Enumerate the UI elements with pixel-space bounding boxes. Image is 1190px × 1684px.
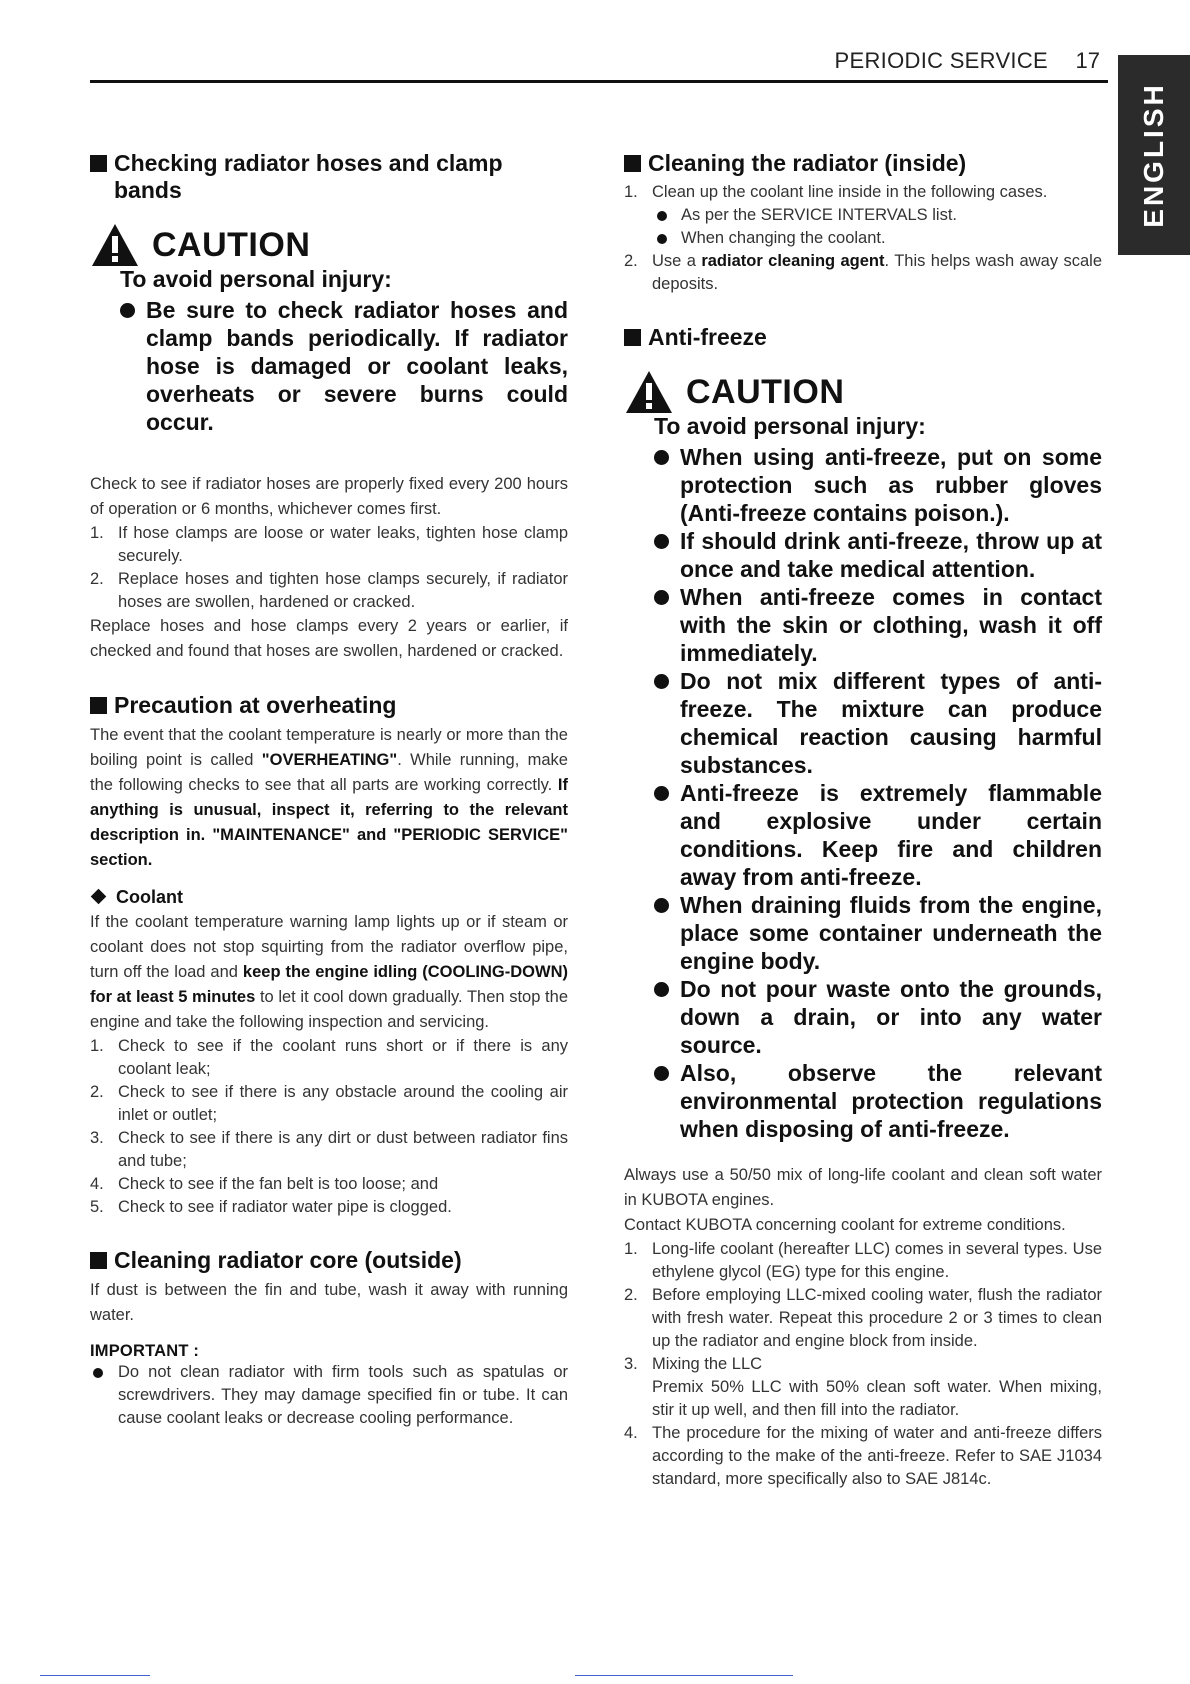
coolant-heading: Coolant: [90, 887, 568, 908]
inside-steps-2: [624, 250, 1102, 296]
bullet-icon: [654, 590, 669, 605]
list-item: 1. Clean up the coolant line inside in the following cases.: [624, 183, 1048, 201]
page-number: 17: [1075, 48, 1100, 73]
list-item: 1. Long-life coolant (hereafter LLC) comes in several types. Use ethylene glycol (EG) type for this engine.: [624, 1240, 1102, 1281]
overheating-paragraph: The event that the coolant temperature is nearly or more than the boiling point is called "OVERHEATING". While running, make the following checks to see that all parts are working correctly. If anything is unusual, inspect it, referring to the relevant description in. "MAINTENANCE" and "PERIODIC SERVICE" section.: [90, 726, 568, 869]
caution-item: When using anti-freeze, put on some protection such as rubber gloves (Anti-freeze contains poison.).: [624, 443, 1102, 527]
bullet-icon: [654, 1066, 669, 1081]
bullet-icon: [654, 898, 669, 913]
llc-mix-detail: Premix 50% LLC with 50% clean soft water. When mixing, stir it up well, and then fill into the radiator.: [652, 1378, 1102, 1419]
section-square-icon: [90, 697, 107, 714]
section-square-icon: [90, 155, 107, 172]
caution-item: If should drink anti-freeze, throw up at once and take medical attention.: [624, 527, 1102, 583]
diamond-icon: [91, 889, 107, 905]
section-title-core: Cleaning radiator core (outside): [90, 1247, 568, 1274]
caution-item: Be sure to check radiator hoses and clamp bands periodically. If radiator hose is damaged or coolant leaks, overheats or severe burns could occur.: [90, 296, 568, 436]
right-column: [624, 150, 1102, 1491]
coolant-paragraph: If the coolant temperature warning lamp lights up or if steam or coolant does not stop squirting from the radiator overflow pipe, turn off the load and keep the engine idling (COOLING-DOWN) for at least 5 minutes to let it cool down gradually. Then stop the engine and take the following inspection and servicing.: [90, 913, 568, 1031]
section-square-icon: [624, 329, 641, 346]
caution-word: CAUTION: [686, 373, 845, 411]
header-section-title: PERIODIC SERVICE: [834, 48, 1048, 73]
list-item: 4. Check to see if the fan belt is too loose; and: [90, 1175, 439, 1193]
section-title-inside: Cleaning the radiator (inside): [624, 150, 1102, 177]
caution-item: Also, observe the relevant environmental protection regulations when disposing of anti-freeze.: [624, 1059, 1102, 1143]
list-item: 1. Check to see if the coolant runs short or if there is any coolant leak;: [90, 1037, 568, 1078]
list-item: 2. Before employing LLC-mixed cooling water, flush the radiator with fresh water. Repeat this procedure 2 or 3 times to clean up the radiator and engine block from inside.: [624, 1286, 1102, 1350]
list-item: 2. Use a radiator cleaning agent. This helps wash away scale deposits.: [624, 252, 1102, 293]
section-square-icon: [624, 155, 641, 172]
caution-header: [624, 369, 1102, 413]
important-label: IMPORTANT :: [90, 1342, 200, 1360]
list-item: 3. Mixing the LLC Premix 50% LLC with 50% clean soft water. When mixing, stir it up well, and then fill into the radiator.: [624, 1355, 1102, 1419]
bullet-icon: [93, 1368, 103, 1378]
caution-subtitle: To avoid personal injury:: [654, 413, 926, 439]
caution-item: Do not mix different types of anti-freeze. The mixture can produce chemical reaction causing harmful substances.: [624, 667, 1102, 779]
caution-item: Do not pour waste onto the grounds, down a drain, or into any water source.: [624, 975, 1102, 1059]
bullet-icon: [654, 534, 669, 549]
list-item: 1. If hose clamps are loose or water leaks, tighten hose clamp securely.: [90, 524, 568, 565]
bullet-icon: [654, 982, 669, 997]
bullet-icon: [654, 786, 669, 801]
list-item: 5. Check to see if radiator water pipe is clogged.: [90, 1198, 452, 1216]
sub-list-item: When changing the coolant.: [624, 227, 1102, 250]
hoses-intro: Check to see if radiator hoses are properly fixed every 200 hours of operation or 6 months, whichever comes first.: [90, 475, 568, 518]
caution-word: CAUTION: [152, 226, 311, 264]
hoses-outro: Replace hoses and hose clamps every 2 years or earlier, if checked and found that hoses are swollen, hardened or cracked.: [90, 617, 568, 660]
bullet-icon: [657, 234, 667, 244]
section-square-icon: [90, 1252, 107, 1269]
caution-header: [90, 222, 568, 266]
bullet-icon: [654, 450, 669, 465]
language-tab: [1118, 55, 1190, 255]
antifreeze-paragraph-2: Contact KUBOTA concerning coolant for extreme conditions.: [624, 1216, 1066, 1234]
bullet-icon: [120, 303, 135, 318]
list-item: 2. Replace hoses and tighten hose clamps securely, if radiator hoses are swollen, hardened or cracked.: [90, 570, 568, 611]
list-item: 4. The procedure for the mixing of water and anti-freeze differs according to the make of the anti-freeze. Refer to SAE J1034 standard, more specifically also to SAE J814c.: [624, 1424, 1102, 1488]
list-item: 3. Check to see if there is any dirt or dust between radiator fins and tube;: [90, 1129, 568, 1170]
left-column: [90, 150, 568, 1430]
caution-item: When anti-freeze comes in contact with the skin or clothing, wash it off immediately.: [624, 583, 1102, 667]
section-title-hoses: Checking radiator hoses and clamp bands: [90, 150, 568, 204]
warning-triangle-icon: [624, 369, 674, 415]
sub-list-item: As per the SERVICE INTERVALS list.: [624, 204, 1102, 227]
caution-list: [90, 296, 568, 436]
caution-subtitle: To avoid personal injury:: [120, 266, 392, 292]
caution-item: When draining fluids from the engine, place some container underneath the engine body.: [624, 891, 1102, 975]
inside-steps: [624, 181, 1102, 204]
bullet-icon: [654, 674, 669, 689]
coolant-steps: [90, 1035, 568, 1219]
antifreeze-paragraph-1: Always use a 50/50 mix of long-life coolant and clean soft water in KUBOTA engines.: [624, 1166, 1102, 1209]
bullet-icon: [657, 211, 667, 221]
hoses-steps: [90, 522, 568, 614]
warning-triangle-icon: [90, 222, 140, 268]
inside-sub-items: [624, 204, 1102, 250]
page-header: [90, 40, 1108, 83]
caution-list: [624, 443, 1102, 1143]
section-title-antifreeze: Anti-freeze: [624, 324, 1102, 351]
section-title-overheating: Precaution at overheating: [90, 692, 568, 719]
core-paragraph: If dust is between the fin and tube, wash it away with running water.: [90, 1281, 568, 1324]
caution-item: Anti-freeze is extremely flammable and explosive under certain conditions. Keep fire and children away from anti-freeze.: [624, 779, 1102, 891]
important-item: Do not clean radiator with firm tools such as spatulas or screwdrivers. They may damage specified fin or tube. It can cause coolant leaks or decrease cooling performance.: [90, 1361, 568, 1430]
list-item: 2. Check to see if there is any obstacle around the cooling air inlet or outlet;: [90, 1083, 568, 1124]
footer-link-underline[interactable]: [40, 1675, 150, 1676]
antifreeze-steps: [624, 1238, 1102, 1491]
footer-link-underline[interactable]: [575, 1675, 793, 1676]
language-tab-label: ENGLISH: [1138, 82, 1169, 228]
